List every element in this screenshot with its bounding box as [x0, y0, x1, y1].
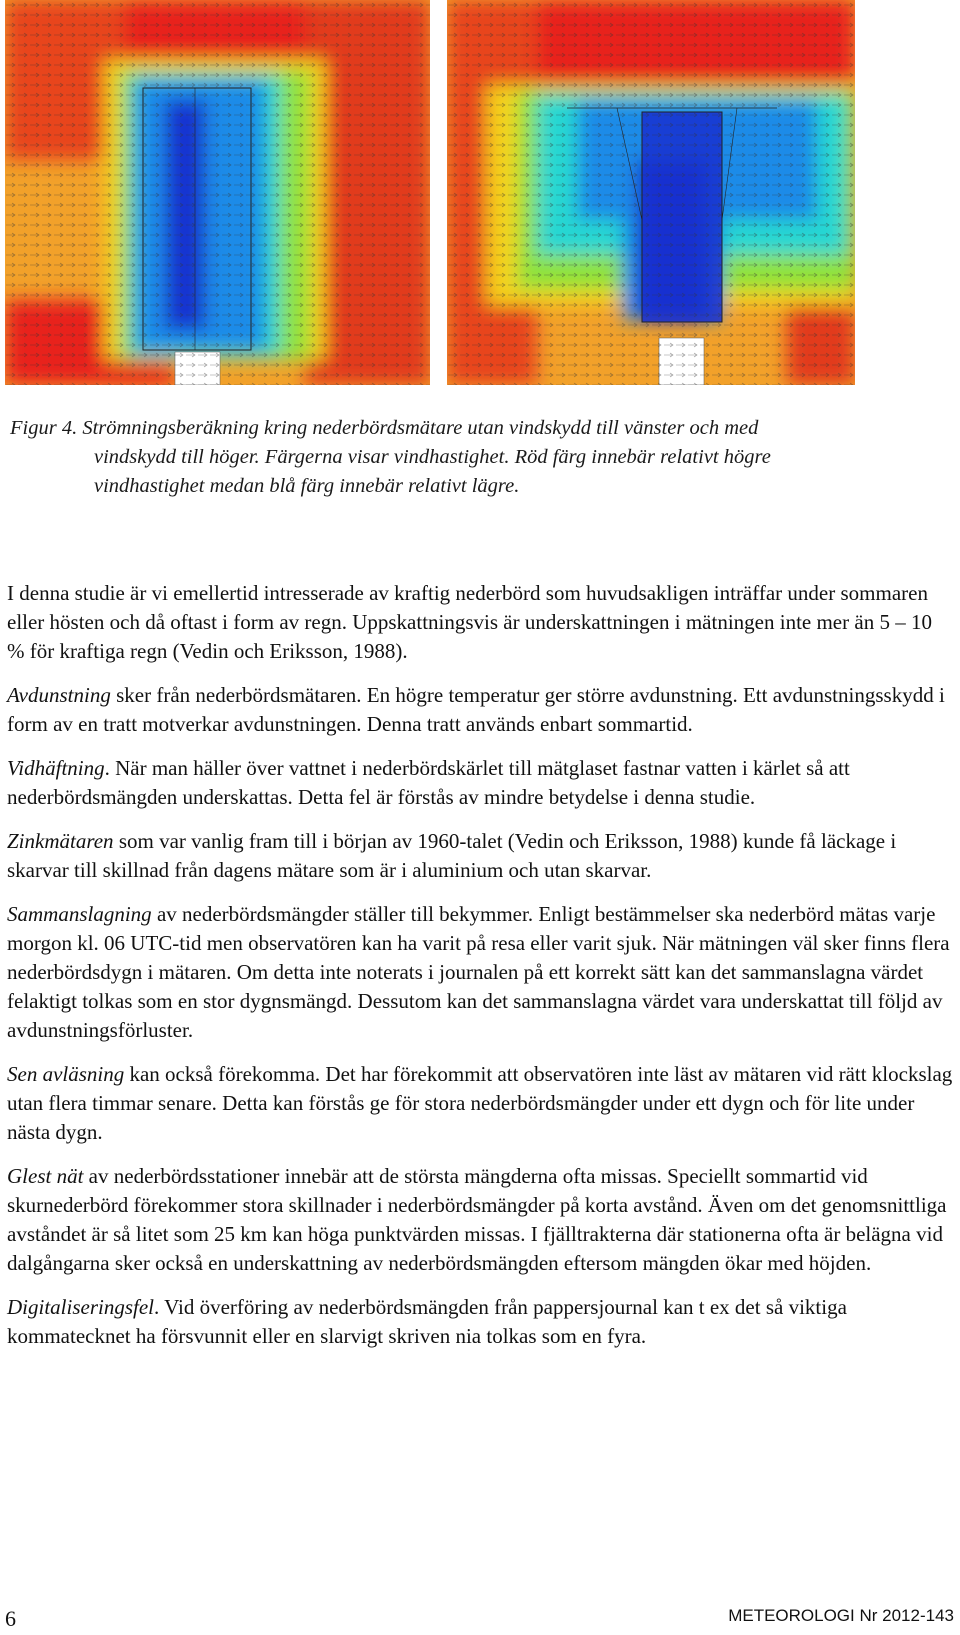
- term-vidhaftning: Vidhäftning: [7, 756, 105, 780]
- page-number: 6: [5, 1606, 16, 1631]
- paragraph-zinkmataren: Zinkmätaren som var vanlig fram till i början av 1960-talet (Vedin och Eriksson, 1988) kunde få läckage i skarvar till skillnad från dagens mätare som är i aluminium och utan skarvar.: [7, 829, 897, 882]
- footer-series: METEOROLOGI Nr 2012-143: [728, 1606, 954, 1625]
- caption-line-2: vindskydd till höger. Färgerna visar vindhastighet. Röd färg innebär relativt högre: [94, 446, 771, 468]
- term-glest-nat: Glest nät: [7, 1164, 84, 1188]
- figure-right-flow-field: [447, 0, 855, 385]
- paragraph-digitaliseringsfel: Digitaliseringsfel. Vid överföring av nederbördsmängden från pappersjournal kan t ex det så viktiga kommatecknet ha försvunnit eller en slarvigt skriven nia tolkas som en fyra.: [7, 1295, 847, 1348]
- term-avdunstning: Avdunstning: [7, 683, 111, 707]
- paragraph-sen-avlasning: Sen avläsning kan också förekomma. Det har förekommit att observatören inte läst av mätaren vid rätt klockslag utan flera timmar senare. Detta kan förstås ge för stora nederbördsmängder under ett dygn och för lite under nästa dygn.: [7, 1062, 953, 1144]
- term-digitaliseringsfel: Digitaliseringsfel: [7, 1295, 154, 1319]
- term-sammanslagning: Sammanslagning: [7, 902, 152, 926]
- paragraph-avdunstning: Avdunstning sker från nederbördsmätaren. En högre temperatur ger större avdunstning. Ett avdunstningsskydd i form av en tratt motverkar avdunstningen. Denna tratt används enbart sommartid.: [7, 683, 945, 736]
- caption-line-1: Figur 4. Strömningsberäkning kring nederbördsmätare utan vindskydd till vänster och med: [10, 417, 759, 439]
- paragraph-vidhaftning: Vidhäftning. När man häller över vattnet i nederbördskärlet till mätglaset fastnar vatten i kärlet så att nederbördsmängden underskattas. Detta fel är förstås av mindre betydelse i denna studie.: [7, 756, 850, 809]
- term-zinkmataren: Zinkmätaren: [7, 829, 114, 853]
- paragraph-sammanslagning: Sammanslagning av nederbördsmängder ställer till bekymmer. Enligt bestämmelser ska nederbörd mätas varje morgon kl. 06 UTC-tid men observatören kan ha varit på resa eller varit sjuk. När mätningen väl sker finns flera nederbördsdygn i mätaren. Om detta inte noterats i journalen på ett korrekt sätt kan det sammanslagna värdet felaktigt tolkas som en stor dygnsmängd. Dessutom kan det sammanslagna värdet vara underskattat till följd av avdunstningsförluster.: [7, 902, 950, 1042]
- body-text: [7, 579, 953, 1366]
- caption-line-3: vindhastighet medan blå färg innebär relativt lägre.: [94, 475, 520, 497]
- figure-left-flow-field: [5, 0, 430, 385]
- flow-field-without-shield: [5, 0, 430, 385]
- figure-caption: [10, 414, 940, 501]
- paragraph-glest-nat: Glest nät av nederbördsstationer innebär att de största mängderna ofta missas. Speciellt sommartid vid skurnederbörd förekommer stora skillnader i nederbördsmängder på korta avstånd. Även om det genomsnittliga avståndet är så litet som 25 km kan höga punktvärden missas. I fjälltrakterna där stationerna ofta är belägna vid dalgångarna sker också en underskattning av nederbördsmängden eftersom mängden ökar med höjden.: [7, 1164, 947, 1275]
- term-sen-avlasning: Sen avläsning: [7, 1062, 125, 1086]
- flow-field-with-shield: [447, 0, 855, 385]
- paragraph-intro: I denna studie är vi emellertid intresserade av kraftig nederbörd som huvudsakligen inträffar under sommaren eller hösten och då oftast i form av regn. Uppskattningsvis är underskattningen i mätningen inte mer än 5 – 10 % för kraftiga regn (Vedin och Eriksson, 1988).: [7, 581, 932, 663]
